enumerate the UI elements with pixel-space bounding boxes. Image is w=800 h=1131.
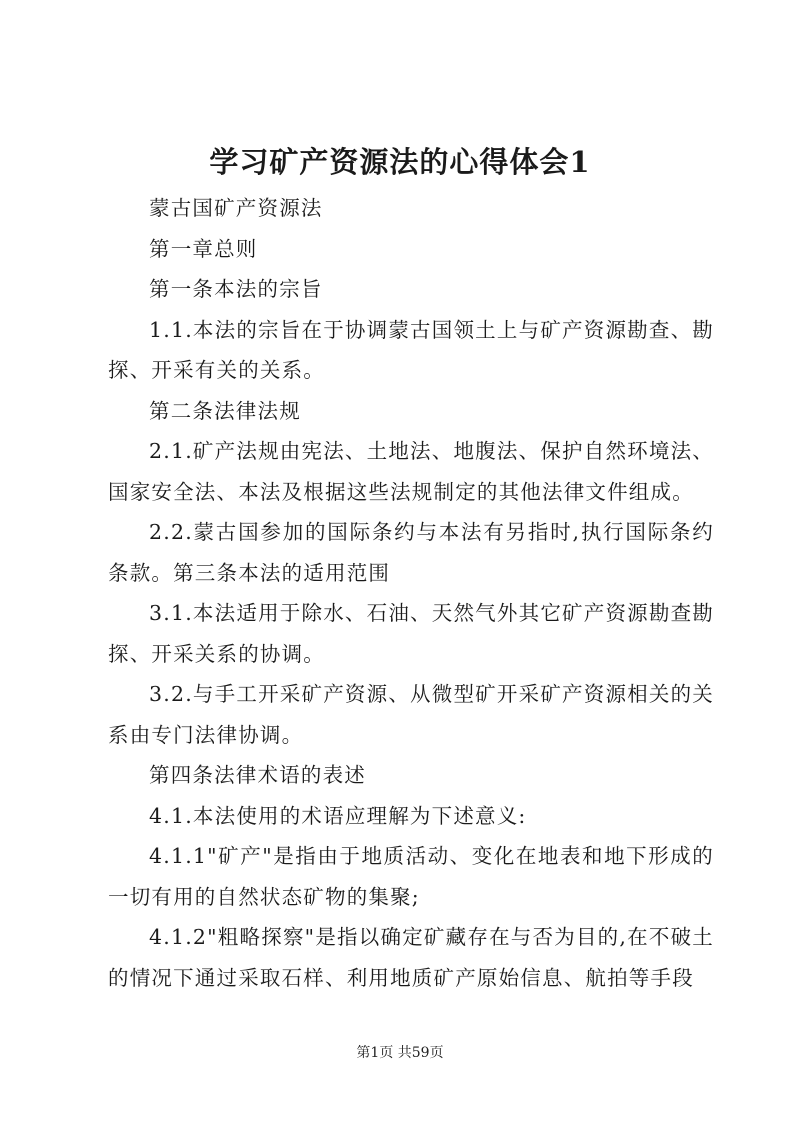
paragraph: 第一章总则 bbox=[149, 236, 258, 261]
document-title: 学习矿产资源法的心得体会1 bbox=[209, 145, 591, 179]
paragraph: 4.1.2"粗略探察"是指以确定矿藏存在与否为目的,在不破土的情况下通过采取石样、利用地质矿产原始信息、航拍等手段 bbox=[108, 925, 714, 990]
paragraph: 3.2.与手工开采矿产资源、从微型矿开采矿产资源相关的关系由专门法律协调。 bbox=[108, 682, 714, 747]
paragraph: 2.2.蒙古国参加的国际条约与本法有另指时,执行国际条约条款。第三条本法的适用范围 bbox=[108, 520, 714, 585]
paragraph: 第二条法律法规 bbox=[149, 398, 301, 423]
paragraph: 蒙古国矿产资源法 bbox=[149, 196, 323, 220]
page-footer bbox=[0, 1043, 800, 1063]
paragraph: 4.1.1"矿产"是指由于地质活动、变化在地表和地下形成的一切有用的自然状态矿物的集聚; bbox=[108, 844, 714, 909]
document-body bbox=[108, 188, 714, 998]
page-number: 第1页 共59页 bbox=[356, 1045, 444, 1061]
paragraph: 第四条法律术语的表述 bbox=[149, 763, 366, 787]
paragraph: 第一条本法的宗旨 bbox=[149, 277, 323, 301]
paragraph: 4.1.本法使用的术语应理解为下述意义: bbox=[149, 803, 527, 828]
paragraph: 2.1.矿产法规由宪法、土地法、地腹法、保护自然环境法、国家安全法、本法及根据这些法规制定的其他法律文件组成。 bbox=[108, 439, 714, 504]
paragraph: 3.1.本法适用于除水、石油、天然气外其它矿产资源勘查勘探、开采关系的协调。 bbox=[108, 601, 714, 666]
paragraph: 1.1.本法的宗旨在于协调蒙古国领土上与矿产资源勘查、勘探、开采有关的关系。 bbox=[108, 317, 714, 382]
